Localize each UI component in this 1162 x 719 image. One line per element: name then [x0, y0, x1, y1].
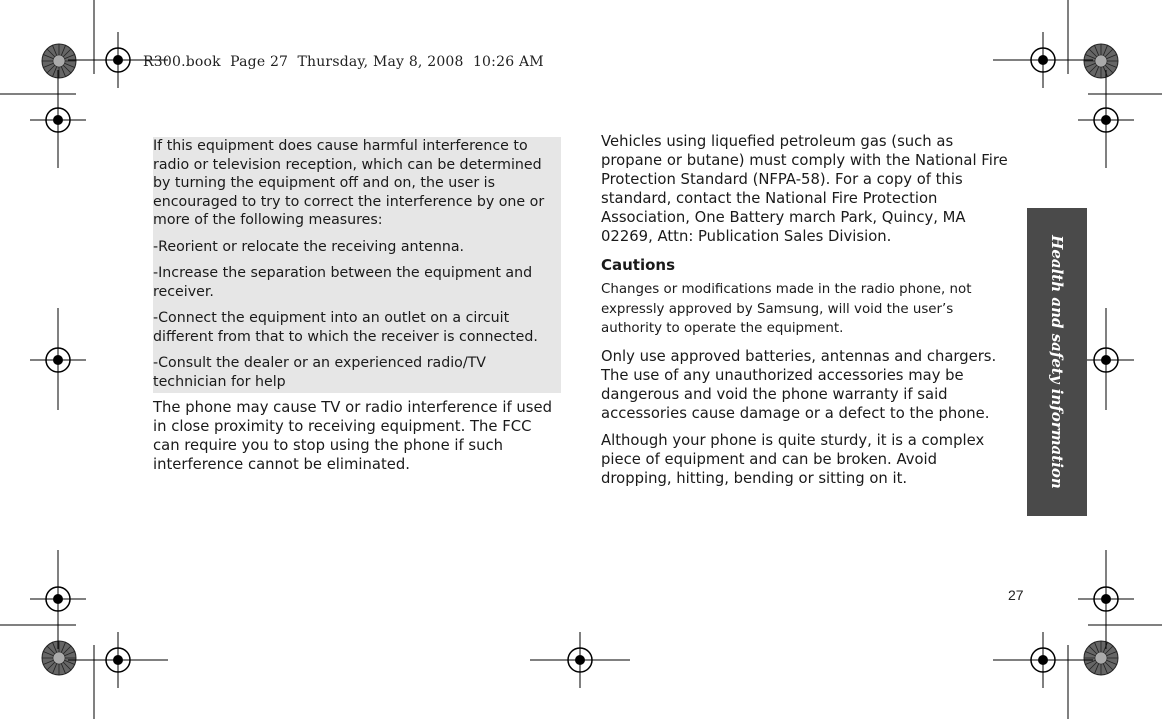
section-side-tab-label: Health and safety information [1048, 235, 1066, 489]
box-paragraph: -Consult the dealer or an experienced radio/TV technician for help [153, 355, 487, 390]
box-paragraph: If this equipment does cause harmful interference to radio or television reception, which can be determined by turning the equipment off and on, the user is encouraged to try to correct the interference by one or more of the following measures: [153, 138, 545, 228]
lpg-paragraph: Vehicles using liquefied petroleum gas (such as propane or butane) must comply with the National Fire Protection Standard (NFPA-58). For a copy of this standard, contact the National Fire Protection Association, One Battery march Park, Quincy, MA 02269, Attn: Publication Sales Division. [601, 133, 1008, 245]
book-info-header: R300.book Page 27 Thursday, May 8, 2008 10:26 AM [143, 54, 544, 70]
left-column [153, 137, 561, 474]
box-paragraph: -Connect the equipment into an outlet on a circuit different from that to which the receiver is connected. [153, 310, 538, 345]
batteries-paragraph: Only use approved batteries, antennas and chargers. The use of any unauthorized accessories may be dangerous and void the phone warranty if said accessories cause damage or a defect to the phone. [601, 347, 997, 422]
right-column [601, 132, 1011, 488]
cautions-heading: Cautions [601, 256, 676, 274]
fcc-paragraph: The phone may cause TV or radio interference if used in close proximity to receiving equipment. The FCC can require you to stop using the phone if such interference cannot be eliminated. [153, 399, 552, 473]
interference-measures-box [153, 137, 561, 393]
cautions-paragraph: Changes or modifications made in the radio phone, not expressly approved by Samsung, will void the user’s authority to operate the equipment. [601, 282, 972, 336]
page-number: 27 [1008, 587, 1024, 603]
box-paragraph: -Reorient or relocate the receiving antenna. [153, 238, 465, 255]
sturdy-paragraph: Although your phone is quite sturdy, it is a complex piece of equipment and can be broken. Avoid dropping, hitting, bending or sitting on it. [601, 431, 985, 487]
box-paragraph: -Increase the separation between the equipment and receiver. [153, 265, 533, 300]
section-side-tab [1027, 208, 1087, 516]
